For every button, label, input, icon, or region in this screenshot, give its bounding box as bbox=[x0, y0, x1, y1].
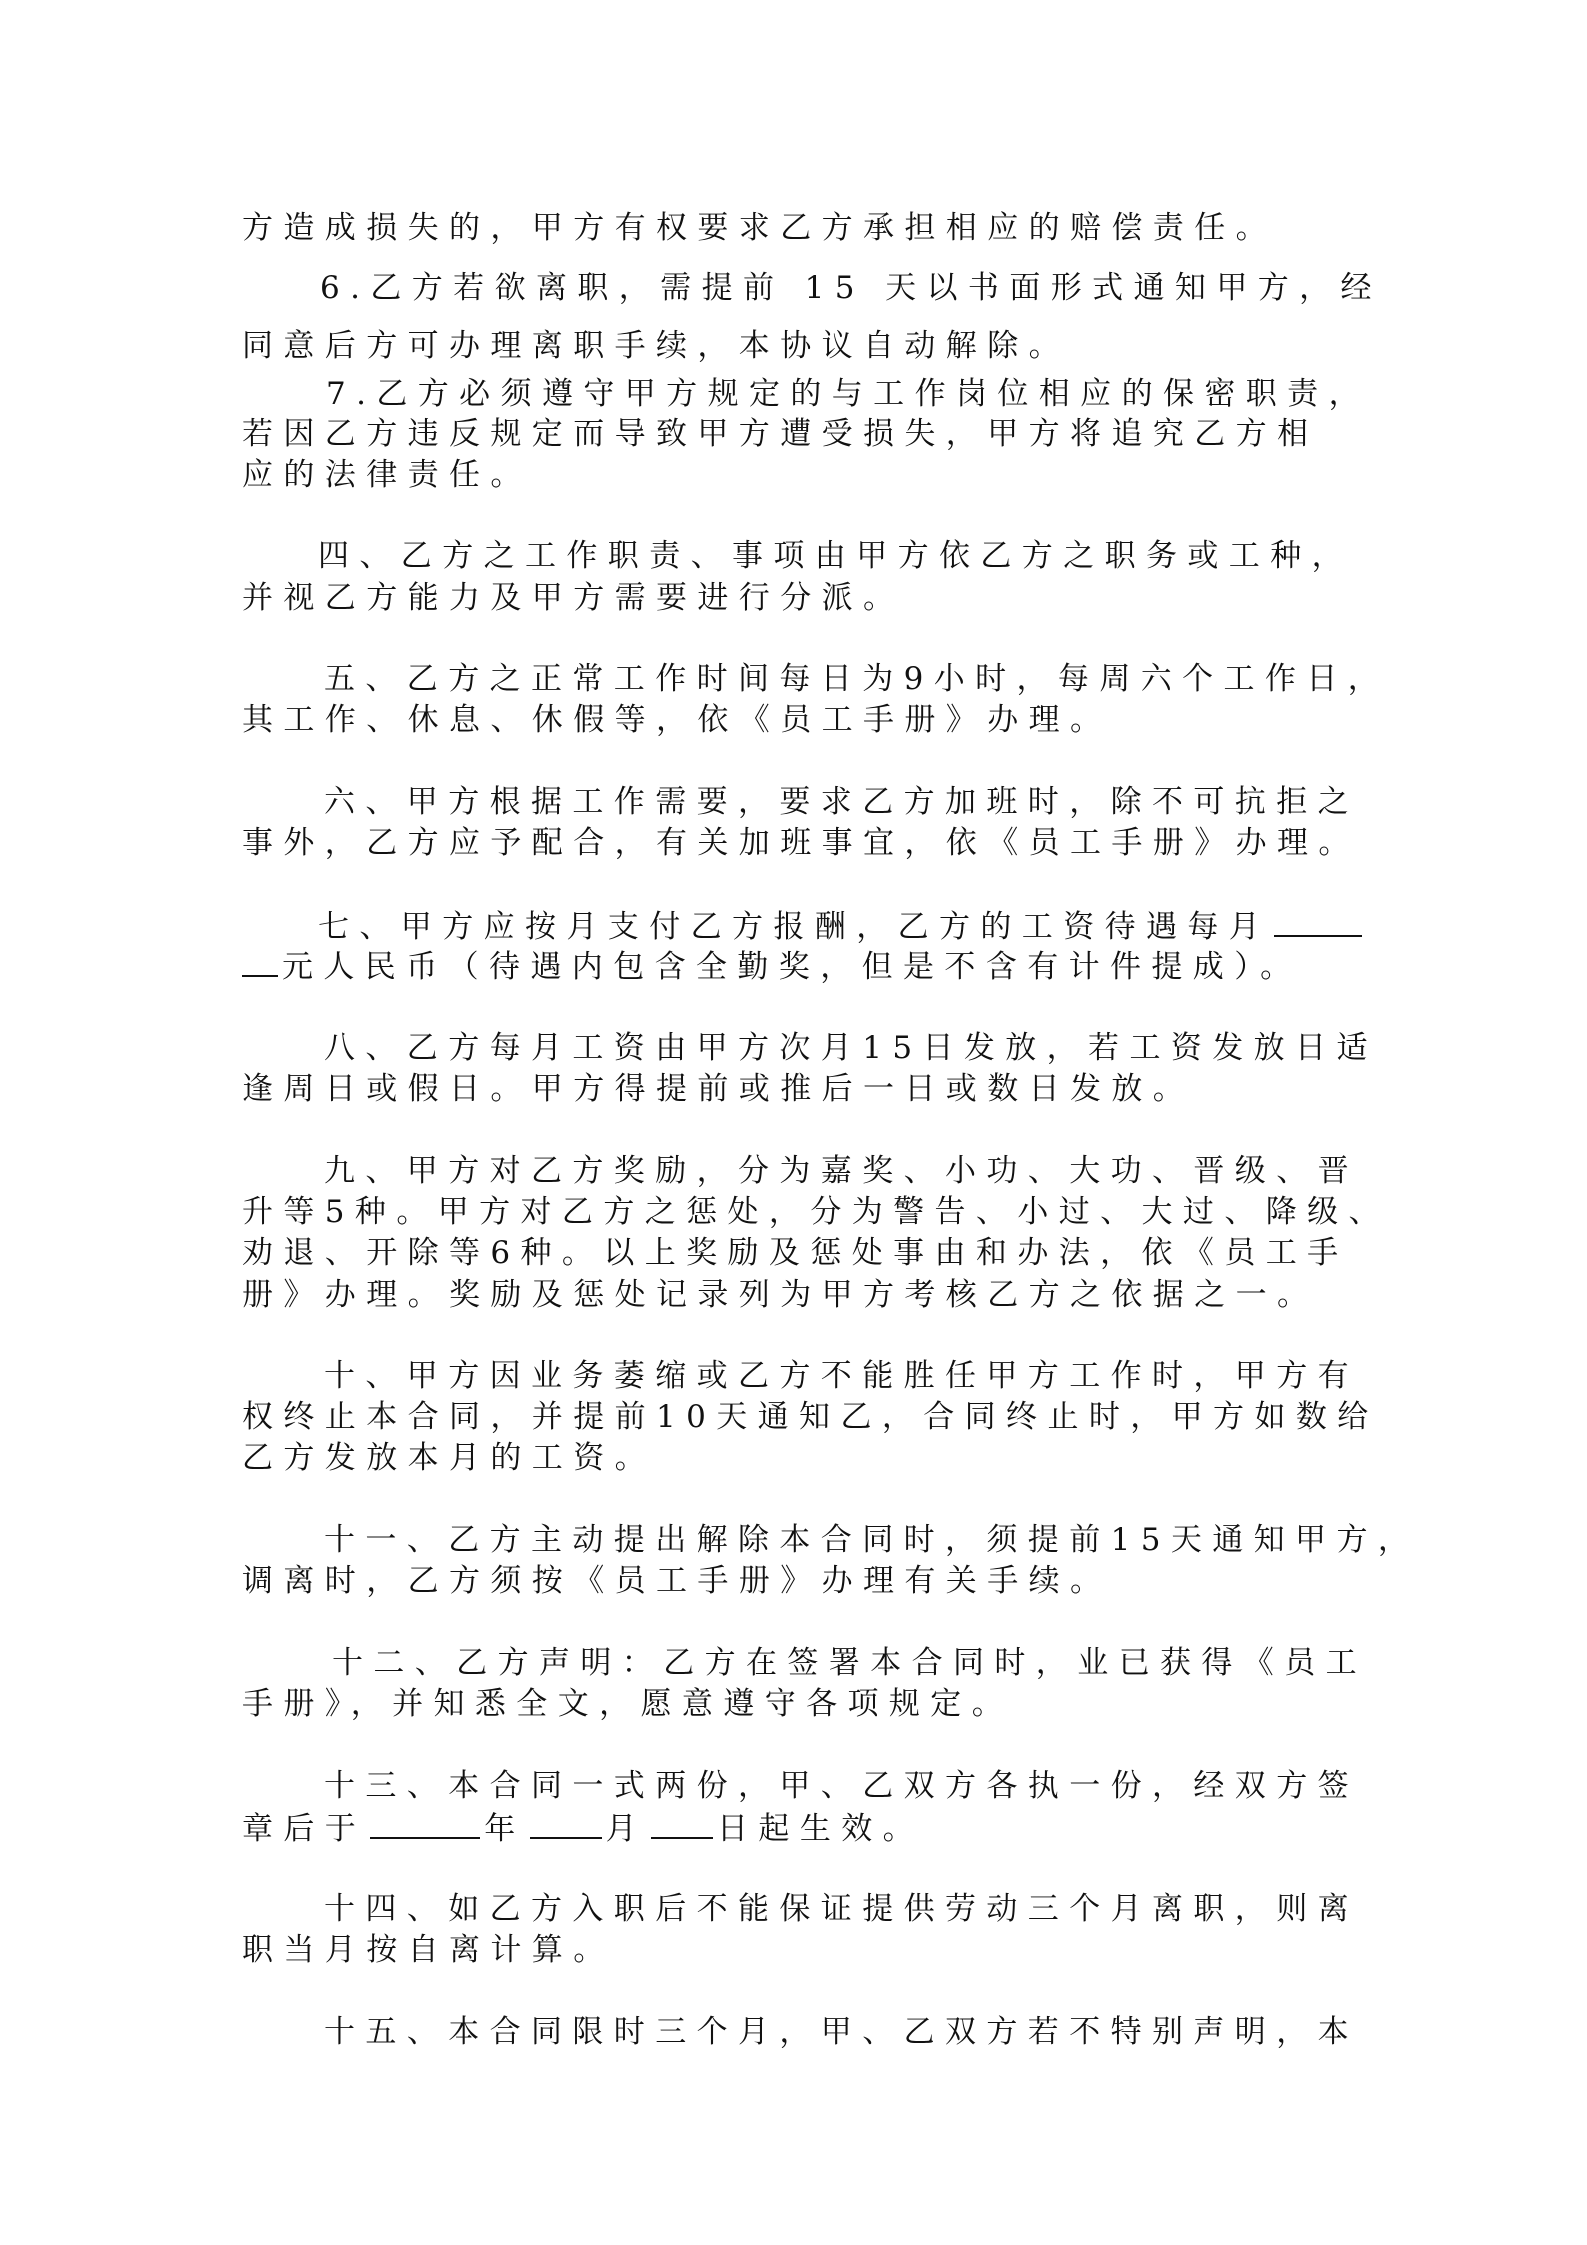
month-blank bbox=[530, 1807, 602, 1839]
clause-three-item-6-line-2: 同意后方可办理离职手续，本协议自动解除。 bbox=[242, 328, 1070, 364]
clause-fifteen-line-1: 十五、本合同限时三个月，甲、乙双方若不特别声明，本 bbox=[324, 2014, 1359, 2050]
clause-four-line-2: 并视乙方能力及甲方需要进行分派。 bbox=[242, 580, 905, 616]
clause-four-line-1: 四、乙方之工作职责、事项由甲方依乙方之职务或工种， bbox=[318, 538, 1353, 574]
effective-month-label: 月 bbox=[605, 1811, 648, 1847]
clause-nine-line-3: 劝退、开除等6种。以上奖励及惩处事由和办法，依《员工手 bbox=[242, 1235, 1349, 1271]
clause-five-line-2: 其工作、休息、休假等，依《员工手册》办理。 bbox=[242, 702, 1112, 738]
clause-nine-line-4: 册》办理。奖励及惩处记录列为甲方考核乙方之依据之一。 bbox=[242, 1277, 1319, 1313]
clause-five-line-1: 五、乙方之正常工作时间每日为9小时，每周六个工作日， bbox=[324, 661, 1390, 697]
clause-twelve-line-1: 十二、乙方声明：乙方在签署本合同时，业已获得《员工 bbox=[332, 1645, 1367, 1681]
clause-three-item-7-line-1: 7.乙方必须遵守甲方规定的与工作岗位相应的保密职责， bbox=[326, 376, 1370, 412]
clause-eleven-line-1: 十一、乙方主动提出解除本合同时，须提前15天通知甲方， bbox=[324, 1522, 1420, 1558]
clause-thirteen-line-2 bbox=[242, 1807, 924, 1849]
clause-six-line-1: 六、甲方根据工作需要，要求乙方加班时，除不可抗拒之 bbox=[324, 784, 1359, 820]
clause-ten-line-3: 乙方发放本月的工资。 bbox=[242, 1440, 656, 1476]
clause-three-item-7-line-3: 应的法律责任。 bbox=[242, 457, 532, 493]
clause-ten-line-1: 十、甲方因业务萎缩或乙方不能胜任甲方工作时，甲方有 bbox=[324, 1358, 1359, 1394]
effective-year-label: 年 bbox=[484, 1811, 526, 1847]
clause-nine-line-1: 九、甲方对乙方奖励，分为嘉奖、小功、大功、晋级、晋 bbox=[324, 1153, 1359, 1189]
clause-twelve-line-2: 手册》，并知悉全文，愿意遵守各项规定。 bbox=[242, 1686, 1014, 1722]
clause-seven-line-2-text: 元人民币（待遇内包含全勤奖，但是不含有计件提成）。 bbox=[282, 949, 1302, 985]
clause-eight-line-2: 逢周日或假日。甲方得提前或推后一日或数日发放。 bbox=[242, 1071, 1195, 1107]
clause-three-continuation: 方造成损失的，甲方有权要求乙方承担相应的赔偿责任。 bbox=[242, 210, 1277, 246]
clause-fourteen-line-1: 十四、如乙方入职后不能保证提供劳动三个月离职，则离 bbox=[324, 1891, 1359, 1927]
clause-thirteen-line-1: 十三、本合同一式两份，甲、乙双方各执一份，经双方签 bbox=[324, 1768, 1359, 1804]
day-blank bbox=[651, 1807, 713, 1839]
clause-eight-line-1: 八、乙方每月工资由甲方次月15日发放，若工资发放日适 bbox=[324, 1030, 1378, 1066]
clause-ten-line-2: 权终止本合同，并提前10天通知乙，合同终止时，甲方如数给 bbox=[242, 1399, 1379, 1435]
clause-three-item-7-line-2: 若因乙方违反规定而导致甲方遭受损失，甲方将追究乙方相 bbox=[242, 416, 1319, 452]
effective-day-label: 日起生效。 bbox=[717, 1811, 925, 1847]
salary-blank-2 bbox=[242, 945, 278, 977]
clause-nine-line-2: 升等5种。甲方对乙方之惩处，分为警告、小过、大过、降级、 bbox=[242, 1194, 1390, 1230]
year-blank bbox=[370, 1807, 480, 1839]
salary-blank-1 bbox=[1274, 905, 1362, 937]
clause-seven-line-1-text: 七、甲方应按月支付乙方报酬，乙方的工资待遇每月 bbox=[318, 909, 1271, 945]
clause-fourteen-line-2: 职当月按自离计算。 bbox=[242, 1932, 615, 1968]
effective-prefix: 章后于 bbox=[242, 1811, 367, 1847]
clause-six-line-2: 事外，乙方应予配合，有关加班事宜，依《员工手册》办理。 bbox=[242, 825, 1360, 861]
clause-seven-line-1 bbox=[318, 905, 1366, 947]
clause-seven-line-2 bbox=[242, 945, 1302, 987]
clause-eleven-line-2: 调离时，乙方须按《员工手册》办理有关手续。 bbox=[242, 1563, 1112, 1599]
clause-three-item-6-line-1: 6.乙方若欲离职，需提前 15 天以书面形式通知甲方，经 bbox=[320, 270, 1382, 306]
